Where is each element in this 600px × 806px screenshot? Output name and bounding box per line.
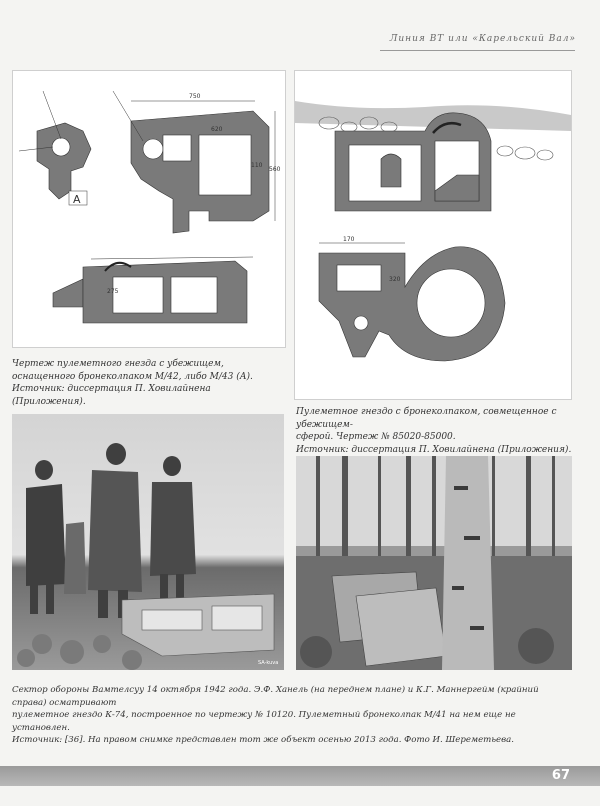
drawing-right-caption	[296, 406, 572, 456]
drawing-left-svg	[13, 71, 285, 347]
dim-top: 750	[189, 93, 201, 100]
photo-caption	[12, 684, 572, 747]
photo-watermark: SA-kuva	[258, 660, 279, 666]
photo-forest	[296, 456, 572, 670]
photo-inspection	[12, 414, 284, 670]
drawing-right-svg	[295, 71, 571, 399]
drawing-right-caption-line2: сферой. Чертеж № 85020-85000.	[296, 432, 456, 442]
label-a: А	[73, 193, 81, 206]
photo-inspection-svg	[12, 414, 284, 670]
photo-caption-line2: пулеметное гнездо К-74, построенное по чертежу № 10120. Пулеметный бронеколпак М/41 на нем еще не установлен.	[12, 710, 516, 733]
photo-caption-line3: Источник: [36]. На правом снимке представлен тот же объект осенью 2013 года. Фото И. Шереметьева.	[12, 735, 514, 745]
footer-bar	[0, 766, 600, 786]
drawing-left-caption: Чертеж пулеметного гнезда с убежищем, оснащенного бронеколпаком М/42, либо М/43 (А). Источник: диссертация П. Ховилайнена (Приложения).	[12, 359, 253, 407]
dim-inner: 620	[211, 126, 223, 133]
photo-caption-line1: Сектор обороны Вамmелсуу 14 октября 1942 года. Э.Ф. Ханель (на переднем плане) и К.Г. Маннергейм (крайний справа) осматривают	[12, 685, 539, 708]
drawing-right-caption-line3: Источник: диссертация П. Ховилайнена (Приложения).	[296, 444, 572, 455]
drawing-right-frame	[294, 70, 572, 400]
drawing-left-frame	[12, 70, 286, 348]
drawing-right-caption-line1: Пулеметное гнездо с бронеколпаком, совмещенное с убежищем-	[296, 407, 557, 430]
dim-side-2: 560	[269, 166, 281, 173]
photo-forest-svg	[296, 456, 572, 670]
dim-small: 275	[107, 288, 119, 295]
dim-2: 320	[389, 276, 401, 283]
running-title: Линия ВТ или «Карельский Вал»	[389, 34, 576, 44]
header-rule	[380, 50, 575, 51]
dim-1: 170	[343, 236, 355, 243]
dim-side-1: 110	[251, 162, 263, 169]
page-number: 67	[551, 768, 570, 783]
plan-a-shape	[37, 123, 91, 199]
